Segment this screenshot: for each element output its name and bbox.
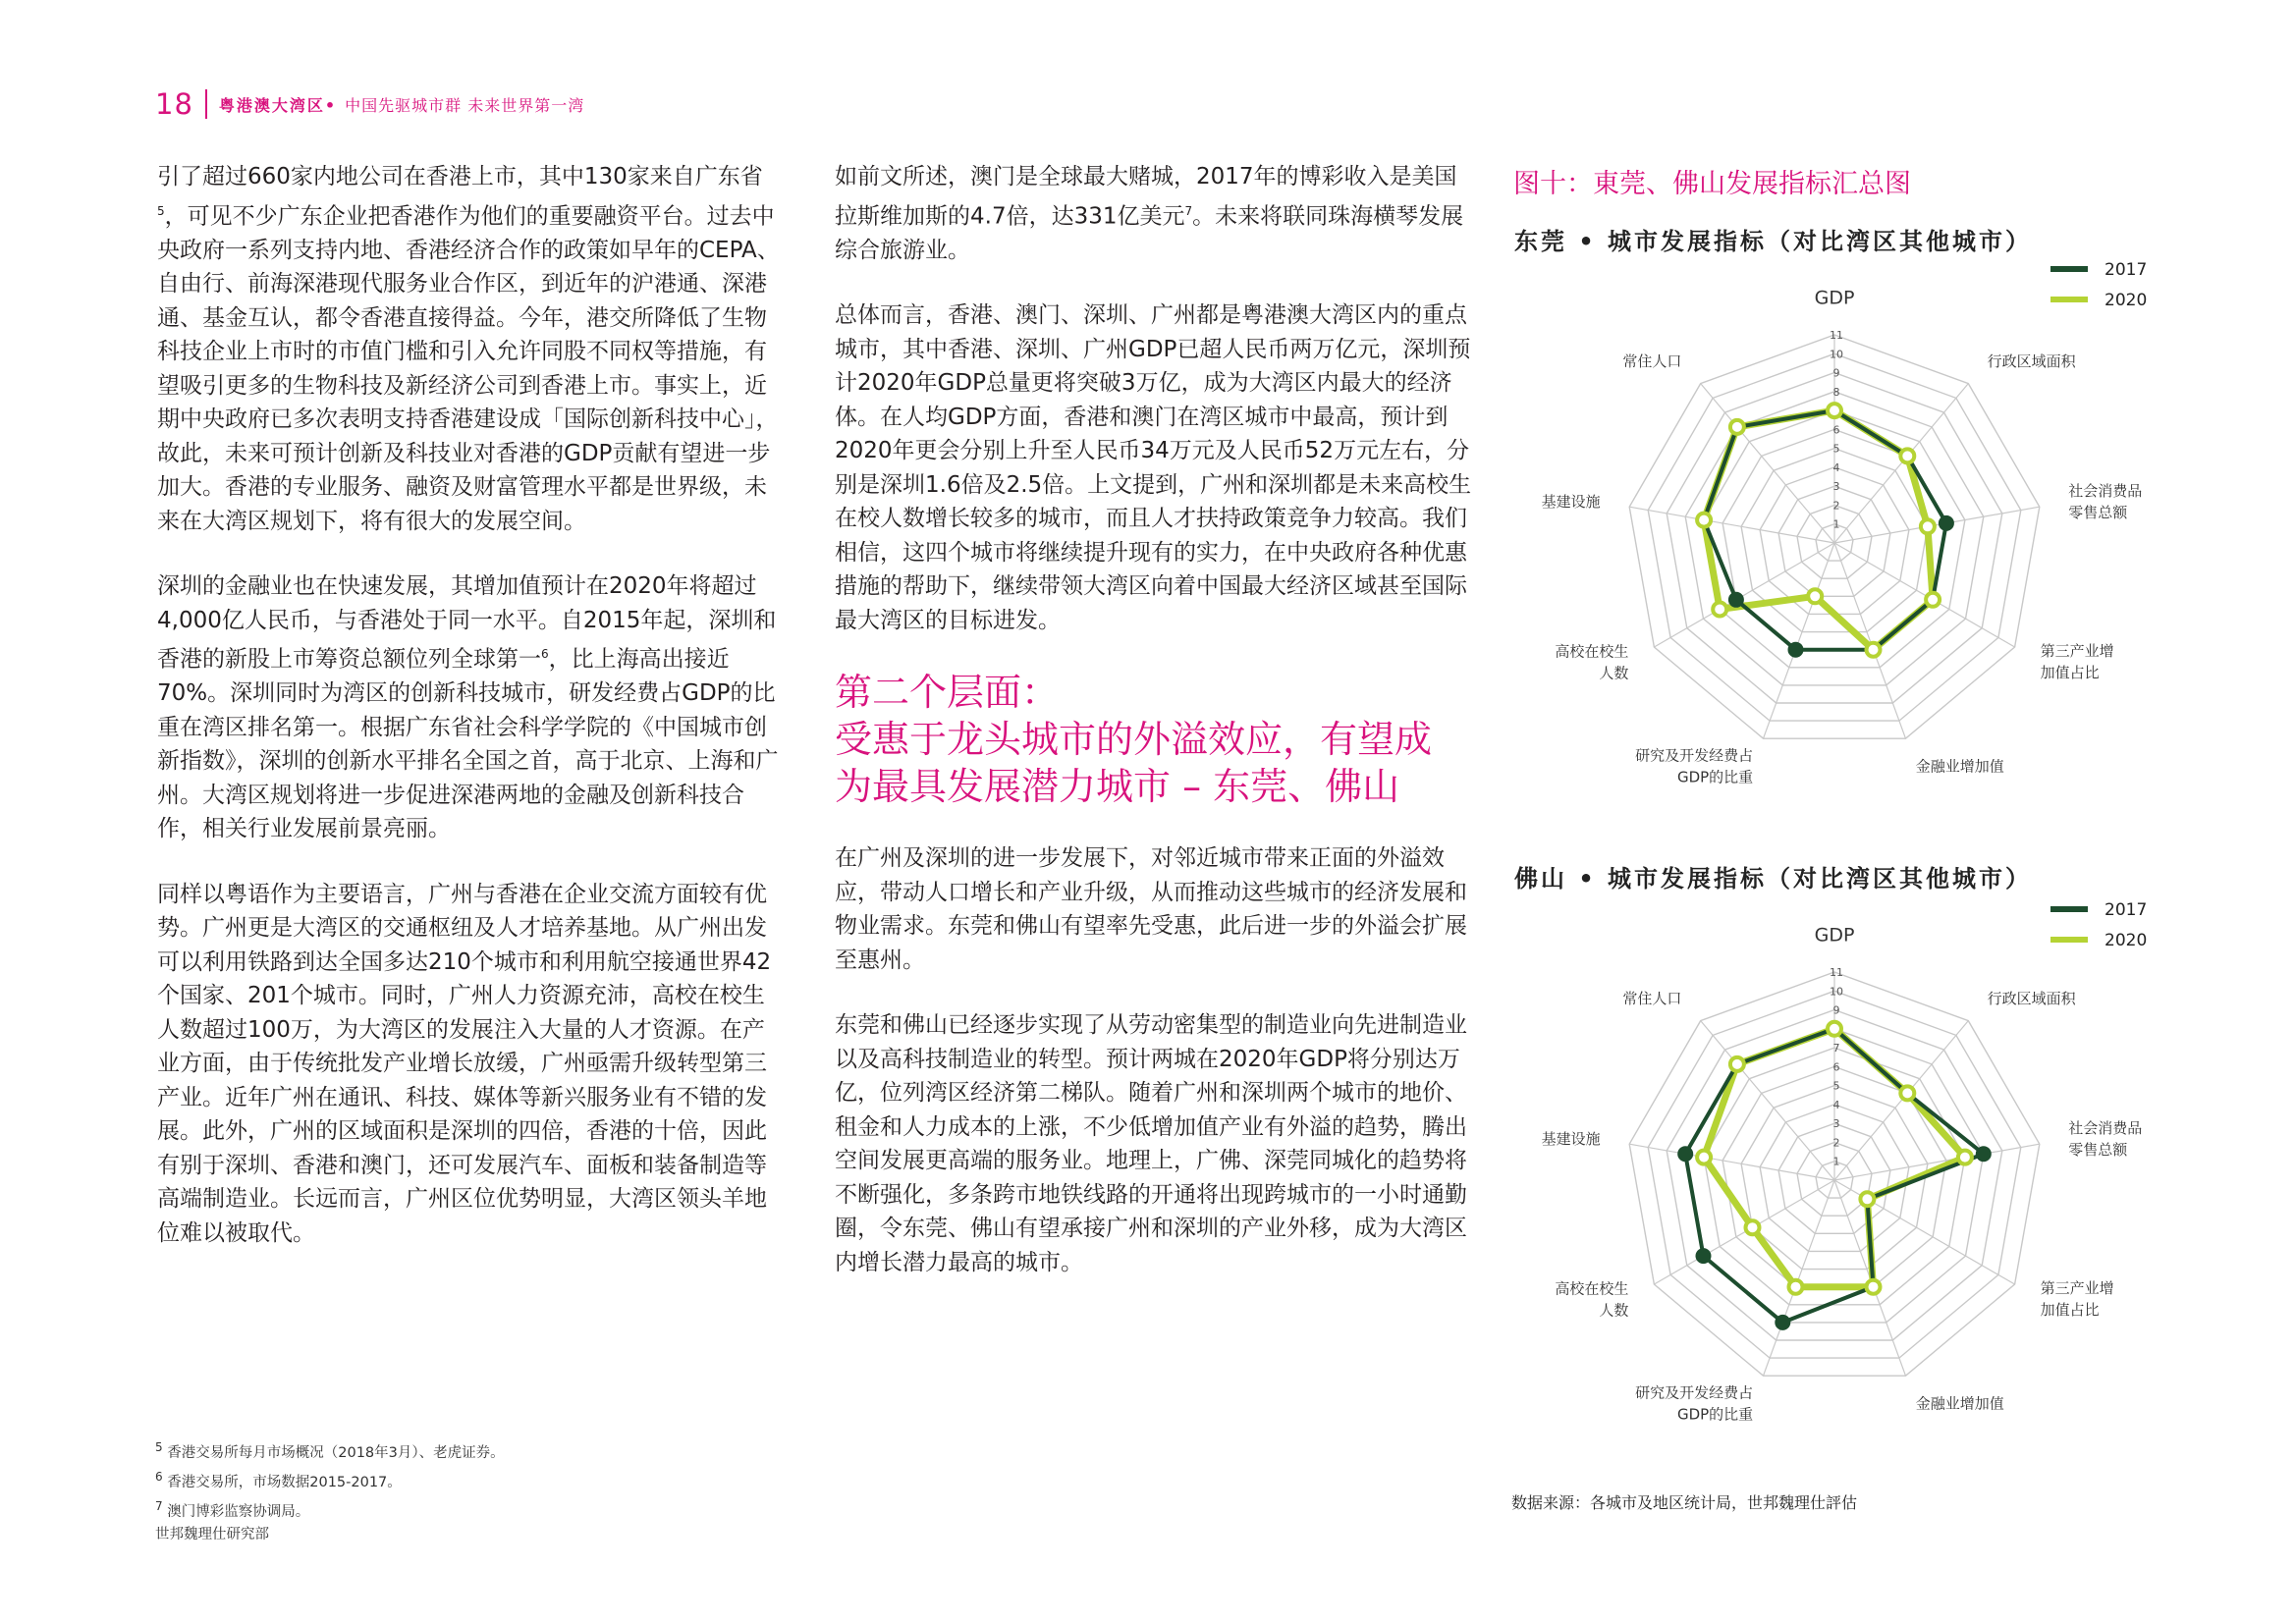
tick-label: 7 [1832, 1042, 1840, 1055]
point-2020 [1697, 1151, 1711, 1164]
point-2017 [1976, 1146, 1992, 1162]
legend-label: 2020 [2105, 931, 2148, 950]
legend-label: 2017 [2105, 900, 2148, 920]
tick-label: 1 [1832, 1155, 1840, 1168]
paragraph: 在广州及深圳的进一步发展下，对邻近城市带来正面的外溢效应，带动人口增长和产业升级，从而推动这些城市的经济发展和物业需求。东莞和佛山有望率先受惠，此后进一步的外溢会扩展至惠州。 [835, 845, 1467, 973]
legend-label: 2020 [2105, 291, 2148, 310]
page-number: 18 [155, 87, 193, 121]
point-2020 [1860, 1192, 1874, 1206]
point-2020 [1746, 1220, 1760, 1234]
paragraph: 深圳的金融业也在快速发展，其增加值预计在2020年将超过4,000亿人民币，与香港处于同一水平。自2015年起，深圳和香港的新股上市筹资总额位列全球第一$^6$，比上海高出接近70%。深圳同时为湾区的创新科技城市，研发经费占GDP的比重在湾区排名第一。根据广东省社会科学学院的《中国城市创新指数》，深圳的创新水平排名全国之首，高于北京、上海和广州。大湾区规划将进一步促进深港两地的金融及创新科技合作，相关行业发展前景亮丽。 [157, 573, 779, 842]
axis-label: 社会消费品零售总额 [2068, 482, 2143, 522]
point-2020 [1730, 1057, 1744, 1071]
chart-title-foshan: 佛山 • 城市发展指标（对比湾区其他城市） [1514, 865, 2033, 893]
paragraph: 如前文所述，澳门是全球最大赌城，2017年的博彩收入是美国拉斯维加斯的4.7倍，达331亿美元$^7$。未来将联同珠海横琴发展综合旅游业。 [835, 164, 1464, 263]
tick-label: 2 [1832, 499, 1840, 513]
paragraph: 东莞和佛山已经逐步实现了从劳动密集型的制造业向先进制造业以及高科技制造业的转型。预计两城在2020年GDP将分别达万亿，位列湾区经济第二梯队。随着广州和深圳两个城市的地价、租金和人力成本的上涨，不少低增加值产业有外溢的趋势，腾出空间发展更高端的服务业。地理上，广佛、深莞同城化的趋势将不断强化，多条跨市地铁线路的开通将出现跨城市的一小时通勤圈，令东莞、佛山有望承接广州和深圳的产业外移，成为大湾区内增长潜力最高的城市。 [835, 1012, 1467, 1275]
footnotes [155, 1435, 505, 1546]
point-2020 [1697, 514, 1711, 527]
axis-label: 基建设施 [1541, 493, 1601, 512]
point-2020 [1808, 589, 1822, 603]
point-2017 [1728, 592, 1744, 608]
axis-label: 研究及开发经费占 GDP的比重 [1635, 746, 1754, 786]
axis-spoke [1764, 543, 1835, 738]
point-2017 [1696, 1248, 1712, 1264]
point-2017 [1775, 1315, 1790, 1330]
header-divider [205, 89, 207, 119]
axis-spoke [1834, 543, 1906, 738]
tick-label: 3 [1832, 480, 1840, 494]
point-2020 [1789, 1280, 1803, 1294]
axis-label: 基建设施 [1541, 1130, 1601, 1149]
footnote: $^6$ 香港交易所，市场数据2015-2017。 [155, 1469, 402, 1490]
tick-label: 6 [1832, 423, 1840, 437]
paragraph: 同样以粤语作为主要语言，广州与香港在企业交流方面较有优势。广州更是大湾区的交通枢纽及人才培养基地。从广州出发可以利用铁路到达全国多达210个城市和利用航空接通世界42个国家、201个城市。同时，广州人力资源充沛，高校在校生人数超过100万，为大湾区的发展注入大量的人才资源。在产业方面，由于传统批发产业增长放缓，广州亟需升级转型第三产业。近年广州在通讯、科技、媒体等新兴服务业有不错的发展。此外，广州的区域面积是深圳的四倍，香港的十倍，因此有别于深圳、香港和澳门，还可发展汽车、面板和装备制造等高端制造业。长远而言，广州区位优势明显，大湾区领头羊地位难以被取代。 [157, 881, 772, 1246]
tick-label: 5 [1832, 442, 1840, 456]
text-column-left [157, 160, 786, 1281]
axis-label: 金融业增加值 [1915, 1394, 2004, 1413]
tick-label: 9 [1832, 366, 1840, 380]
tick-label: 4 [1832, 460, 1840, 474]
axis-label: GDP [1814, 287, 1855, 309]
header-title: 粤港澳大湾区• [218, 95, 338, 115]
point-2020 [1828, 404, 1841, 417]
axis-spoke [1764, 1180, 1835, 1376]
page-header [155, 84, 584, 124]
point-2020 [1713, 603, 1726, 617]
axis-label: GDP [1814, 924, 1855, 947]
tick-label: 3 [1832, 1117, 1840, 1131]
axis-label: 常住人口 [1622, 989, 1682, 1007]
point-2020 [1900, 449, 1914, 462]
tick-label: 10 [1830, 348, 1843, 361]
text-column-middle [835, 160, 1473, 1311]
footnote: $^5$ 香港交易所每月市场概况（2018年3月）、老虎证券。 [155, 1440, 505, 1461]
paragraph: 引了超过660家内地公司在香港上市，其中130家来自广东省$^5$，可见不少广东企业把香港作为他们的重要融资平台。过去中央政府一系列支持内地、香港经济合作的政策如早年的CEPA、自由行、前海深港现代服务业合作区，到近年的沪港通、深港通、基金互认，都令香港直接得益。今年，港交所降低了生物科技企业上市时的市值门槛和引入允许同股不同权等措施，有望吸引更多的生物科技及新经济公司到香港上市。事实上，近期中央政府已多次表明支持香港建设成「国际创新科技中心」，故此，未来可预计创新及科技业对香港的GDP贡献有望进一步加大。香港的专业服务、融资及财富管理水平都是世界级，未来在大湾区规划下，将有很大的发展空间。 [157, 164, 780, 534]
radar-chart-dongguan [1512, 257, 2148, 841]
chart-title-dongguan: 东莞 • 城市发展指标（对比湾区其他城市） [1514, 228, 2033, 255]
section-heading: 第二个层面： 受惠于龙头城市的外溢效应，有望成 为最具发展潜力城市 – 东莞、佛山 [835, 671, 1433, 809]
point-2017 [1939, 515, 1954, 531]
point-2017 [1677, 1146, 1693, 1162]
point-2020 [1926, 593, 1940, 607]
figure-title: 图十：東莞、佛山发展指标汇总图 [1513, 169, 1911, 199]
tick-label: 1 [1832, 517, 1840, 531]
axis-label: 研究及开发经费占 GDP的比重 [1635, 1383, 1754, 1424]
tick-label: 11 [1830, 329, 1843, 342]
paragraph: 总体而言，香港、澳门、深圳、广州都是粤港澳大湾区内的重点城市，其中香港、深圳、广州GDP已超人民币两万亿元，深圳预计2020年GDP总量更将突破3万亿，成为大湾区内最大的经济体。在人均GDP方面，香港和澳门在湾区城市中最高，预计到2020年更会分别上升至人民币34万元及人民币52万元左右，分别是深圳1.6倍及2.5倍。上文提到，广州和深圳都是未来高校生在校人数增长较多的城市，而且人才扶持政策竞争力较高。我们相信，这四个城市将继续提升现有的实力，在中央政府各种优惠措施的帮助下，继续带领大湾区向着中国最大经济区域甚至国际最大湾区的目标进发。 [835, 302, 1472, 633]
point-2017 [1788, 642, 1804, 658]
footnote-ref: 6 [541, 647, 549, 662]
data-source: 数据来源：各城市及地区统计局，世邦魏理仕評估 [1511, 1493, 1858, 1512]
tick-label: 2 [1832, 1136, 1840, 1150]
point-2020 [1867, 1280, 1881, 1294]
tick-label: 9 [1832, 1003, 1840, 1017]
tick-label: 10 [1830, 985, 1843, 999]
footnote: $^7$ 澳门博彩监察协调局。 [155, 1498, 310, 1520]
point-2020 [1921, 519, 1935, 533]
tick-label: 8 [1832, 385, 1840, 399]
axis-label: 第三产业增加值占比 [2040, 642, 2114, 682]
point-2020 [1730, 420, 1744, 434]
axis-label: 行政区域面积 [1987, 352, 2076, 370]
axis-label: 行政区域面积 [1987, 989, 2076, 1007]
tick-label: 5 [1832, 1079, 1840, 1093]
legend-label: 2017 [2105, 260, 2148, 280]
axis-label: 金融业增加值 [1915, 757, 2004, 776]
tick-label: 4 [1832, 1098, 1840, 1111]
tick-label: 11 [1830, 966, 1843, 979]
axis-label: 高校在校生人数 [1555, 1279, 1629, 1320]
point-2020 [1867, 643, 1881, 657]
footnote-ref: 5 [157, 203, 165, 218]
axis-label: 第三产业增加值占比 [2040, 1279, 2114, 1320]
footnote-ref: 7 [1184, 203, 1193, 218]
point-2020 [1900, 1086, 1914, 1100]
point-2020 [1828, 1022, 1841, 1036]
axis-label: 社会消费品零售总额 [2068, 1119, 2143, 1160]
header-subtitle: 中国先驱城市群 未来世界第一湾 [345, 95, 585, 115]
axis-label: 高校在校生人数 [1555, 642, 1629, 682]
radar-chart-foshan [1512, 895, 2148, 1483]
axis-label: 常住人口 [1622, 352, 1682, 370]
point-2020 [1958, 1151, 1972, 1164]
org-name: 世邦魏理仕研究部 [155, 1527, 269, 1543]
tick-label: 6 [1832, 1060, 1840, 1074]
